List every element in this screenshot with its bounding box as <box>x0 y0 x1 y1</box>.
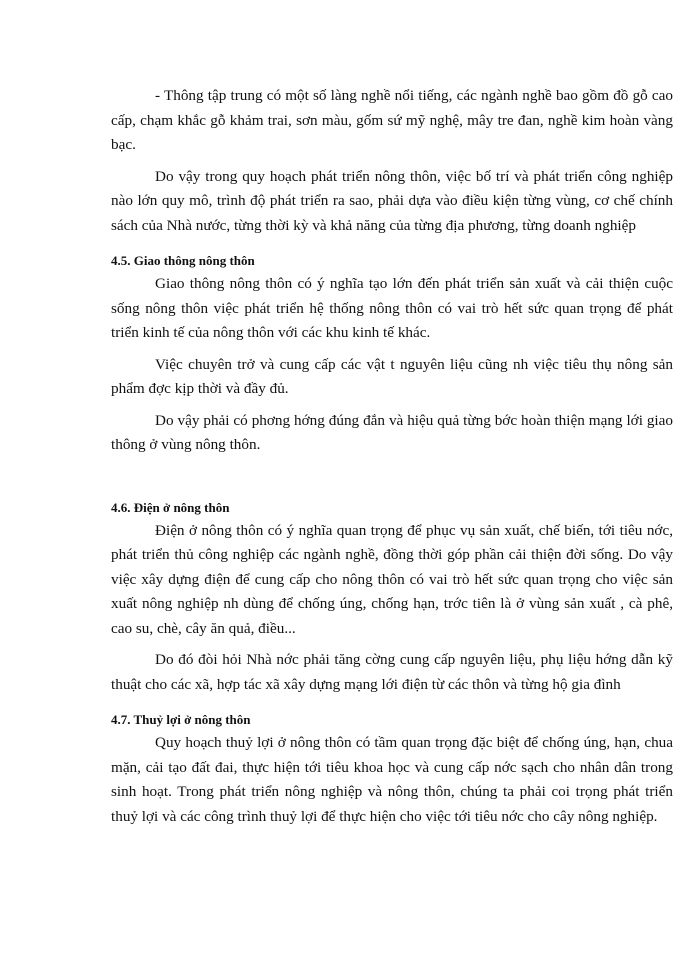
paragraph-craft-villages: - Thông tập trung có một số làng nghề nổi tiếng, các ngành nghề bao gồm đồ gỗ cao cấp, chạm khắc gỗ khảm trai, sơn màu, gốm sứ mỹ nghệ, mây tre đan, nghề kim hoàn vàng bạc. <box>111 87 673 153</box>
heading-rural-transport: 4.5. Giao thông nông thôn <box>111 253 255 268</box>
paragraph-transport-network: Do vậy phải có phơng hớng đúng đắn và hiệu quả từng bớc hoàn thiện mạng lới giao thông ở vùng nông thôn. <box>111 411 673 453</box>
paragraph-transport-supply: Việc chuyên trở và cung cấp các vật t nguyên liệu cũng nh việc tiêu thụ nông sản phẩm đợc kịp thời và đầy đủ. <box>111 355 673 397</box>
paragraph-irrigation-planning: Quy hoạch thuỷ lợi ở nông thôn có tầm quan trọng đặc biệt để chống úng, hạn, chua mặn, cải tạo đất đai, thực hiện tới tiêu khoa học và cung cấp nớc sạch cho nhân dân trong sinh hoạt. Trong phát triển nông nghiệp và nông thôn, chúng ta phải coi trọng phát triển thuỷ lợi và các công trình thuỷ lợi để thực hiện cho việc tới tiêu nớc cho cây nông nghiệp. <box>111 734 673 825</box>
heading-rural-irrigation: 4.7. Thuỷ lợi ở nông thôn <box>111 712 251 727</box>
paragraph-electricity-state: Do đó đòi hỏi Nhà nớc phải tăng cờng cung cấp nguyên liệu, phụ liệu hớng dẫn kỹ thuật cho các xã, hợp tác xã xây dựng mạng lới điện từ các thôn và từng hộ gia đình <box>111 651 673 693</box>
paragraph-industry-planning: Do vậy trong quy hoạch phát triển nông thôn, việc bố trí và phát triển công nghiệp nào lớn quy mô, trình độ phát triển ra sao, phải dựa vào điều kiện từng vùng, cơ chế chính sách của Nhà nước, từng thời kỳ và khả năng của từng địa phương, từng doanh nghiệp <box>111 167 673 234</box>
paragraph-transport-role: Giao thông nông thôn có ý nghĩa tạo lớn đến phát triển sản xuất và cải thiện cuộc sống nông thôn việc phát triển hệ thống nông thôn có vai trò hết sức quan trọng để phát triển kinh tế của nông thôn với các khu kinh tế khác. <box>111 275 673 341</box>
heading-rural-electricity: 4.6. Điện ở nông thôn <box>111 499 230 515</box>
paragraph-electricity-role: Điện ở nông thôn có ý nghĩa quan trọng để phục vụ sản xuất, chế biến, tới tiêu nớc, phát triển thủ công nghiệp các ngành nghề, đồng thời góp phần cải thiện đời sống. Do vậy việc xây dựng điện để cung cấp cho nông thôn có vai trò hết sức quan trọng cho việc sản xuất nông nghiệp nh dùng để chống úng, chống hạn, trớc tiên là ở vùng sản xuất , cà phê, cao su, chè, cây ăn quả, điều... <box>111 521 673 637</box>
